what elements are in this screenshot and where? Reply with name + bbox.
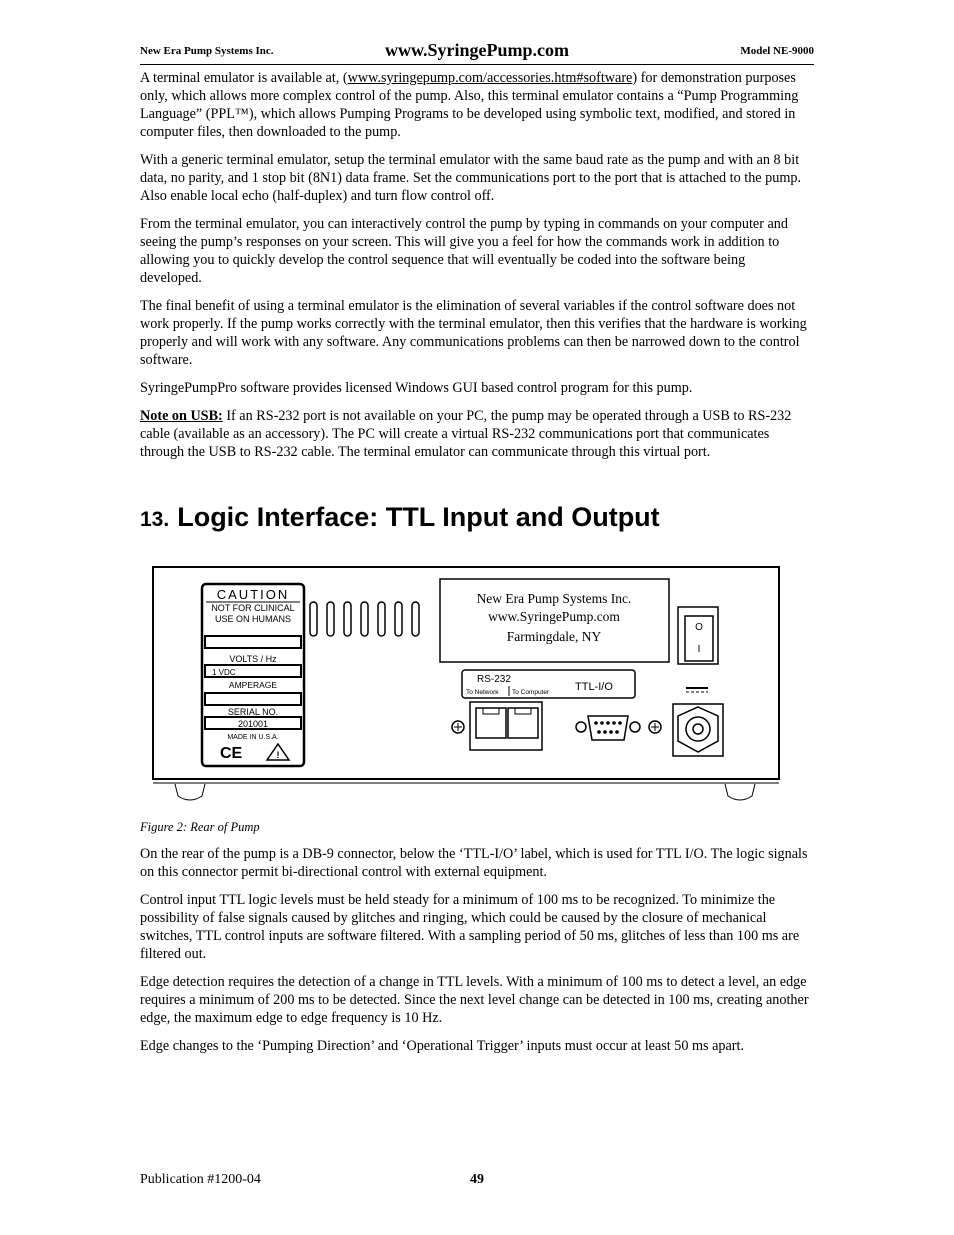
page-footer — [140, 1172, 814, 1192]
bottom-paragraphs — [140, 845, 812, 1065]
foot-right — [725, 784, 755, 800]
caution-title: CAUTION — [216, 587, 290, 602]
caution-line2: USE ON HUMANS — [214, 614, 292, 624]
screw-left-icon — [452, 721, 464, 733]
serial-label: SERIAL NO. — [227, 707, 279, 717]
rj-port-network — [476, 708, 506, 738]
rear-of-pump-figure — [150, 564, 782, 806]
paragraph-interactive-control: From the terminal emulator, you can interactively control the pump by typing in commands on your computer and seeing the pump’s responses on your screen. This will give you a feel for how the commands work in addition to allowing you to quickly develop the control sequence that will eventually be coded into the software being developed. — [140, 216, 788, 286]
page-number: 49 — [470, 1172, 484, 1187]
volts-label: VOLTS / Hz — [229, 654, 277, 664]
foot-left — [175, 784, 205, 800]
made-in-label: MADE IN U.S.A. — [227, 734, 279, 741]
amps-label: AMPERAGE — [228, 680, 278, 690]
header-rule — [140, 64, 814, 65]
paragraph-terminal-emulator — [140, 69, 810, 141]
top-paragraphs — [140, 69, 810, 471]
publication-number: Publication #1200-04 — [140, 1172, 261, 1187]
rs232-label: RS-232 — [477, 674, 511, 685]
ttl-io-label: TTL-I/O — [575, 681, 613, 693]
header-company: New Era Pump Systems Inc. — [140, 45, 274, 57]
paragraph-edge-detection: Edge detection requires the detection of a change in TTL levels. With a minimum of 100 ms to detect a level, an edge requires a minimum of 200 ms to be detected. Since the next level change can be detected in 100 ms, creating another edge, the maximum edge to edge frequency is 10 Hz. — [140, 974, 809, 1026]
screw-right-icon — [649, 721, 661, 733]
page-header — [140, 40, 814, 64]
usb-note-text: If an RS-232 port is not available on your PC, the pump may be operated through a USB to RS-232 cable (available as an accessory). The PC will create a virtual RS-232 communications port that communicates through the USB to RS-232 cable. The terminal emulator can communicate through this virtual port. — [140, 408, 792, 460]
to-computer-label: To Computer — [512, 689, 550, 696]
paragraph-generic-emulator: With a generic terminal emulator, setup the terminal emulator with the same baud rate as the pump and with an 8 bit data, no parity, and 1 stop bit (8N1) data frame. Set the communications port to the port that is attached to the pump. Also enable local echo (half-duplex) and turn flow control off. — [140, 152, 801, 204]
p1-post: ) for demonstration purposes only, which allows more complex control of the pump. Also, this terminal emulator contains a “Pump Programming Language” (PPL™), which allows Pumping Programs to be developed using symbolic text, modified, and stored in computer files, then downloaded to the pump. — [140, 70, 799, 140]
paragraph-db9: On the rear of the pump is a DB-9 connector, below the ‘TTL-I/O’ label, which is used for TTL I/O. The logic signals on this connector permit bi-directional control with external equipment. — [140, 846, 808, 880]
ventilation-slots — [310, 602, 419, 636]
switch-off-mark: O — [695, 622, 703, 633]
rj-port-computer — [508, 708, 538, 738]
section-heading — [140, 502, 660, 533]
amps-field — [205, 693, 301, 705]
paragraph-final-benefit: The final benefit of using a terminal emulator is the elimination of several variables if the control software does not work properly. If the pump works correctly with the terminal emulator, then this verifies that the hardware is working properly and will work with any software. Any communications problems can then be narrowed down to the control software. — [140, 298, 807, 368]
paragraph-usb-note — [140, 407, 810, 461]
switch-on-mark: I — [697, 644, 701, 655]
to-network-label: To Network — [466, 689, 499, 696]
figure-caption: Figure 2: Rear of Pump — [140, 820, 260, 834]
blank-field-1 — [205, 636, 301, 648]
serial-value: 201001 — [237, 719, 269, 729]
p1-pre: A terminal emulator is available at, ( — [140, 70, 348, 86]
plate-location: Farmingdale, NY — [506, 629, 602, 644]
plate-company: New Era Pump Systems Inc. — [476, 591, 632, 606]
paragraph-edge-changes: Edge changes to the ‘Pumping Direction’ and ‘Operational Trigger’ inputs must occur at least 50 ms apart. — [140, 1038, 745, 1054]
software-link[interactable]: www.syringepump.com/accessories.htm#software — [347, 70, 633, 86]
usb-note-label: Note on USB: — [140, 408, 223, 424]
paragraph-ttl-levels: Control input TTL logic levels must be held steady for a minimum of 100 ms to be recognized. To minimize the possibility of false signals caused by glitches and ringing, which could be caused by the closure of mechanical switches, TTL control inputs are software filtered. With a sampling period of 50 ms, glitches of less than 100 ms are filtered out. — [140, 892, 800, 962]
section-title: Logic Interface: TTL Input and Output — [177, 502, 660, 532]
svg-text:!: ! — [276, 750, 280, 760]
paragraph-syringepumppro: SyringePumpPro software provides licensed Windows GUI based control program for this pump. — [140, 380, 693, 396]
header-website: www.SyringePump.com — [385, 40, 569, 60]
plate-website: www.SyringePump.com — [488, 609, 620, 624]
volts-value: 1 VDC — [212, 668, 236, 677]
caution-line1: NOT FOR CLINICAL — [211, 603, 295, 613]
section-number: 13. — [140, 508, 170, 531]
header-model: Model NE-9000 — [740, 45, 814, 57]
power-jack — [673, 704, 723, 756]
ce-mark: CE — [220, 745, 243, 762]
